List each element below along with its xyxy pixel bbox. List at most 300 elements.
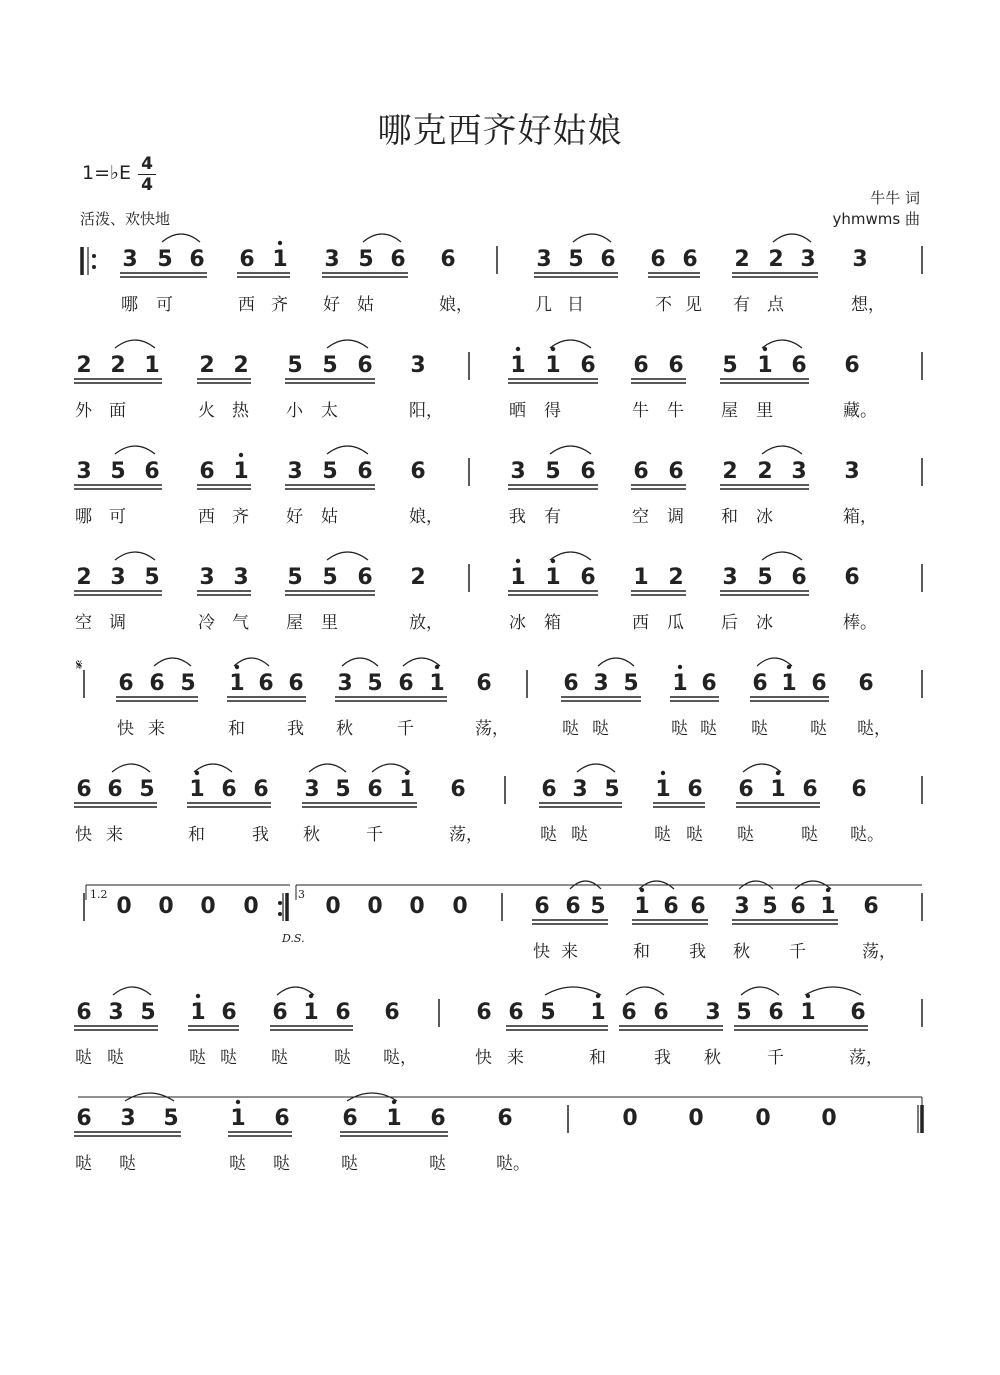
slur [545,987,601,995]
note: 2 [734,247,750,272]
lyric-syllable: 火 [198,401,215,421]
lyric-syllable: 有 [733,295,750,315]
note: 1 [770,777,786,802]
note: 0 [200,894,216,919]
note: 6 [76,777,92,802]
note: 5 [110,459,126,484]
slur [741,987,779,995]
lyric-syllable: 有 [544,507,561,527]
lyric-syllable: 哒， [857,719,891,739]
slur [372,764,410,772]
slur [115,446,155,454]
lyric-syllable: 气 [232,613,249,633]
lyric-syllable: 快 [533,942,550,962]
lyric-syllable: 哒 [700,719,717,739]
slur [112,764,150,772]
lyric-syllable: 哒， [383,1048,417,1068]
lyric-syllable: 哒 [654,825,671,845]
note: 2 [668,565,684,590]
slur [234,658,269,666]
lyric-syllable: 后 [721,613,738,633]
note: 6 [541,777,557,802]
note: 6 [791,353,807,378]
note: 5 [722,353,738,378]
lyric-syllable: 可 [109,507,126,527]
slur [277,987,314,995]
note: 6 [768,1000,784,1025]
lyric-syllable: 哒 [686,825,703,845]
note: 6 [430,1106,446,1131]
lyric-syllable: 冰 [509,613,526,633]
note: 6 [565,894,581,919]
lyric-syllable: 千 [366,825,383,845]
note: 6 [272,1000,288,1025]
high-octave-dot [678,665,682,669]
volta-label: 3 [298,888,305,901]
lyric-syllable: 哒 [810,719,827,739]
lyric-syllable: 哪 [121,295,138,315]
lyric-syllable: 里 [756,401,773,421]
note: 1 [189,777,205,802]
note: 3 [108,1000,124,1025]
note: 5 [623,671,639,696]
lyric-syllable: 晒 [509,401,526,421]
lyric-syllable: 箱 [544,613,561,633]
note: 5 [736,1000,752,1025]
note: 6 [390,247,406,272]
lyric-syllable: 日 [567,295,584,315]
segno-sign: 𝄋 [76,656,83,674]
note: 6 [580,353,596,378]
note: 6 [752,671,768,696]
lyric-syllable: 齐 [271,295,288,315]
lyric-syllable: 箱， [843,507,877,527]
note: 6 [650,247,666,272]
note: 1 [757,353,773,378]
repeat-dot [278,912,282,916]
high-octave-dot [516,347,520,351]
note: 6 [476,1000,492,1025]
note: 5 [335,777,351,802]
note: 6 [682,247,698,272]
lyric-syllable: 和 [228,719,245,739]
note: 6 [497,1106,513,1131]
note: 6 [384,1000,400,1025]
tempo-marking: 活泼、欢快地 [80,210,171,228]
note: 3 [800,247,816,272]
lyric-syllable: 哒 [562,719,579,739]
lyric-syllable: 外 [75,401,92,421]
note: 5 [367,671,383,696]
note: 0 [821,1106,837,1131]
note: 3 [76,459,92,484]
note: 2 [757,459,773,484]
note: 2 [233,353,249,378]
slur [550,340,591,348]
note: 6 [450,777,466,802]
lyric-syllable: 哪 [75,507,92,527]
lyric-syllable: 和 [188,825,205,845]
note: 5 [144,565,160,590]
lyric-syllable: 哒。 [496,1154,530,1174]
note: 6 [476,671,492,696]
lyric-syllable: 秋 [336,719,353,739]
note: 0 [688,1106,704,1131]
lyric-syllable: 秋 [704,1048,721,1068]
lyric-syllable: 哒 [119,1154,136,1174]
note: 3 [734,894,750,919]
lyric-syllable: 千 [397,719,414,739]
note: 6 [668,353,684,378]
note: 5 [568,247,584,272]
note: 3 [593,671,609,696]
note: 3 [304,777,320,802]
note: 6 [791,565,807,590]
lyric-syllable: 秋 [303,825,320,845]
note: 2 [76,565,92,590]
lyric-syllable: 荡， [849,1048,883,1068]
note: 6 [844,565,860,590]
note: 1 [510,565,526,590]
note: 6 [274,1106,290,1131]
lyric-syllable: 千 [767,1048,784,1068]
slur [573,234,611,242]
note: 6 [76,1106,92,1131]
note: 5 [322,459,338,484]
note: 6 [221,1000,237,1025]
lyric-syllable: 我 [689,942,706,962]
lyric-syllable: 来 [148,719,165,739]
lyric-syllable: 齐 [232,507,249,527]
note: 0 [622,1106,638,1131]
lyric-syllable: 快 [117,719,134,739]
note: 2 [768,247,784,272]
lyric-syllable: 千 [789,942,806,962]
note: 6 [149,671,165,696]
lyric-syllable: 见 [685,295,702,315]
key-signature: 1=♭E [82,162,131,184]
lyric-syllable: 娘， [409,507,443,527]
note: 6 [76,1000,92,1025]
note: 5 [180,671,196,696]
note: 1 [590,1000,606,1025]
note: 0 [116,894,132,919]
slur [626,987,664,995]
note: 2 [76,353,92,378]
slur [327,340,368,348]
high-octave-dot [236,1100,240,1104]
slur [194,764,232,772]
note: 5 [322,565,338,590]
note: 6 [850,1000,866,1025]
note: 5 [762,894,778,919]
note: 0 [409,894,425,919]
note: 1 [429,671,445,696]
time-signature-top: 4 [141,154,153,174]
note: 1 [800,1000,816,1025]
note: 5 [757,565,773,590]
lyric-syllable: 冰 [756,507,773,527]
note: 6 [534,894,550,919]
lyric-syllable: 哒 [671,719,688,739]
note: 0 [367,894,383,919]
note: 3 [233,565,249,590]
lyric-syllable: 哒 [737,825,754,845]
note: 3 [510,459,526,484]
note: 6 [600,247,616,272]
lyric-syllable: 荡， [862,942,896,962]
lyric-syllable: 哒 [751,719,768,739]
lyric-syllable: 哒 [107,1048,124,1068]
note: 5 [545,459,561,484]
note: 1 [190,1000,206,1025]
lyric-syllable: 想， [851,295,885,315]
note: 1 [820,894,836,919]
lyric-syllable: 和 [589,1048,606,1068]
note: 6 [288,671,304,696]
note: 3 [122,247,138,272]
slur [115,552,155,560]
note: 3 [536,247,552,272]
lyric-syllable: 秋 [733,942,750,962]
volta-label: 1.2 [90,888,108,901]
note: 6 [410,459,426,484]
note: 6 [118,671,134,696]
note: 6 [335,1000,351,1025]
slur [115,340,155,348]
lyric-syllable: 我 [252,825,269,845]
lyric-syllable: 阳， [409,401,443,421]
note: 6 [802,777,818,802]
lyric-syllable: 屋 [721,401,738,421]
note: 3 [572,777,588,802]
note: 6 [563,671,579,696]
lyric-syllable: 牛 [667,401,684,421]
slur [113,987,151,995]
high-octave-dot [239,453,243,457]
slur [403,658,440,666]
lyric-syllable: 哒 [273,1154,290,1174]
note: 3 [791,459,807,484]
note: 0 [158,894,174,919]
lyric-syllable: 哒。 [850,825,884,845]
lyric-syllable: 小 [286,401,303,421]
note: 3 [324,247,340,272]
slur [327,552,368,560]
slur [762,446,802,454]
note: 6 [189,247,205,272]
note: 6 [258,671,274,696]
lyric-syllable: 哒 [75,1048,92,1068]
note: 6 [851,777,867,802]
lyric-syllable: 哒 [429,1154,446,1174]
lyric-syllable: 哒 [229,1154,246,1174]
note: 1 [634,894,650,919]
lyric-syllable: 哒 [540,825,557,845]
note: 3 [722,565,738,590]
note: 6 [357,565,373,590]
lyricist: 牛牛 词 [870,189,920,207]
note: 3 [287,459,303,484]
note: 1 [545,565,561,590]
lyric-syllable: 冷 [198,613,215,633]
lyric-syllable: 和 [633,942,650,962]
note: 6 [844,353,860,378]
lyric-syllable: 空 [632,507,649,527]
lyric-syllable: 好 [323,295,340,315]
note: 6 [107,777,123,802]
lyric-syllable: 哒 [592,719,609,739]
note: 6 [811,671,827,696]
note: 5 [163,1106,179,1131]
lyric-syllable: 空 [75,613,92,633]
note: 1 [233,459,249,484]
note: 6 [690,894,706,919]
lyric-syllable: 哒 [75,1154,92,1174]
note: 6 [687,777,703,802]
lyric-syllable: 藏。 [843,401,877,421]
lyric-syllable: 姑 [321,507,338,527]
slur [154,658,191,666]
note: 1 [272,247,288,272]
page-title: 哪克西齐好姑娘 [377,111,623,151]
note: 6 [633,459,649,484]
slur [550,446,591,454]
time-signature-bottom: 4 [141,175,153,195]
slur [577,764,615,772]
note: 3 [120,1106,136,1131]
note: 6 [398,671,414,696]
note: 1 [399,777,415,802]
note: 0 [243,894,259,919]
note: 6 [440,247,456,272]
note: 3 [852,247,868,272]
lyric-syllable: 哒 [571,825,588,845]
lyric-syllable: 荡， [475,719,509,739]
slur [757,658,792,666]
lyric-syllable: 西 [238,295,255,315]
note: 0 [755,1106,771,1131]
lyric-syllable: 冰 [756,613,773,633]
note: 6 [580,565,596,590]
note: 1 [781,671,797,696]
slur [762,340,802,348]
high-octave-dot [278,241,282,245]
slur [342,658,378,666]
note: 3 [705,1000,721,1025]
lyric-syllable: 哒 [341,1154,358,1174]
slur [598,658,634,666]
note: 5 [139,777,155,802]
note: 1 [229,671,245,696]
high-octave-dot [196,994,200,998]
note: 5 [287,353,303,378]
note: 6 [621,1000,637,1025]
note: 3 [110,565,126,590]
lyric-syllable: 荡， [449,825,483,845]
note: 5 [358,247,374,272]
lyric-syllable: 快 [475,1048,492,1068]
lyric-syllable: 快 [75,825,92,845]
note: 6 [199,459,215,484]
note: 0 [452,894,468,919]
note: 5 [140,1000,156,1025]
note: 2 [410,565,426,590]
note: 2 [110,353,126,378]
slur [743,764,781,772]
note: 1 [303,1000,319,1025]
note: 6 [790,894,806,919]
note: 6 [580,459,596,484]
note: 6 [367,777,383,802]
note: 5 [540,1000,556,1025]
lyric-syllable: 调 [667,507,684,527]
note: 6 [633,353,649,378]
note: 1 [230,1106,246,1131]
slur [327,446,368,454]
note: 6 [357,459,373,484]
lyric-syllable: 我 [509,507,526,527]
note: 3 [199,565,215,590]
repeat-dot [92,254,96,258]
lyric-syllable: 姑 [357,295,374,315]
lyric-syllable: 几 [535,295,552,315]
note: 2 [199,353,215,378]
lyric-syllable: 和 [721,507,738,527]
note: 1 [386,1106,402,1131]
high-octave-dot [516,559,520,563]
lyric-syllable: 哒 [189,1048,206,1068]
note: 5 [604,777,620,802]
lyric-syllable: 里 [321,613,338,633]
lyric-syllable: 西 [632,613,649,633]
note: 1 [545,353,561,378]
note: 6 [668,459,684,484]
note: 2 [722,459,738,484]
lyric-syllable: 西 [198,507,215,527]
note: 1 [633,565,649,590]
lyric-syllable: 哒 [220,1048,237,1068]
lyric-syllable: 棒。 [843,613,877,633]
note: 1 [510,353,526,378]
lyric-syllable: 点 [767,295,784,315]
slur [805,987,861,995]
lyric-syllable: 不 [655,295,672,315]
lyric-syllable: 调 [109,613,126,633]
note: 3 [410,353,426,378]
note: 5 [157,247,173,272]
slur [550,552,591,560]
repeat-dot [92,265,96,269]
note: 6 [342,1106,358,1131]
lyric-syllable: 我 [654,1048,671,1068]
note: 0 [325,894,341,919]
note: 3 [337,671,353,696]
slur [773,234,811,242]
lyric-syllable: 娘， [439,295,473,315]
lyric-syllable: 面 [109,401,126,421]
note: 6 [144,459,160,484]
note: 3 [844,459,860,484]
note: 6 [863,894,879,919]
lyric-syllable: 放， [409,613,443,633]
lyric-syllable: 瓜 [667,613,684,633]
note: 5 [590,894,606,919]
note: 6 [253,777,269,802]
lyric-syllable: 来 [507,1048,524,1068]
slur [309,764,346,772]
note: 6 [239,247,255,272]
